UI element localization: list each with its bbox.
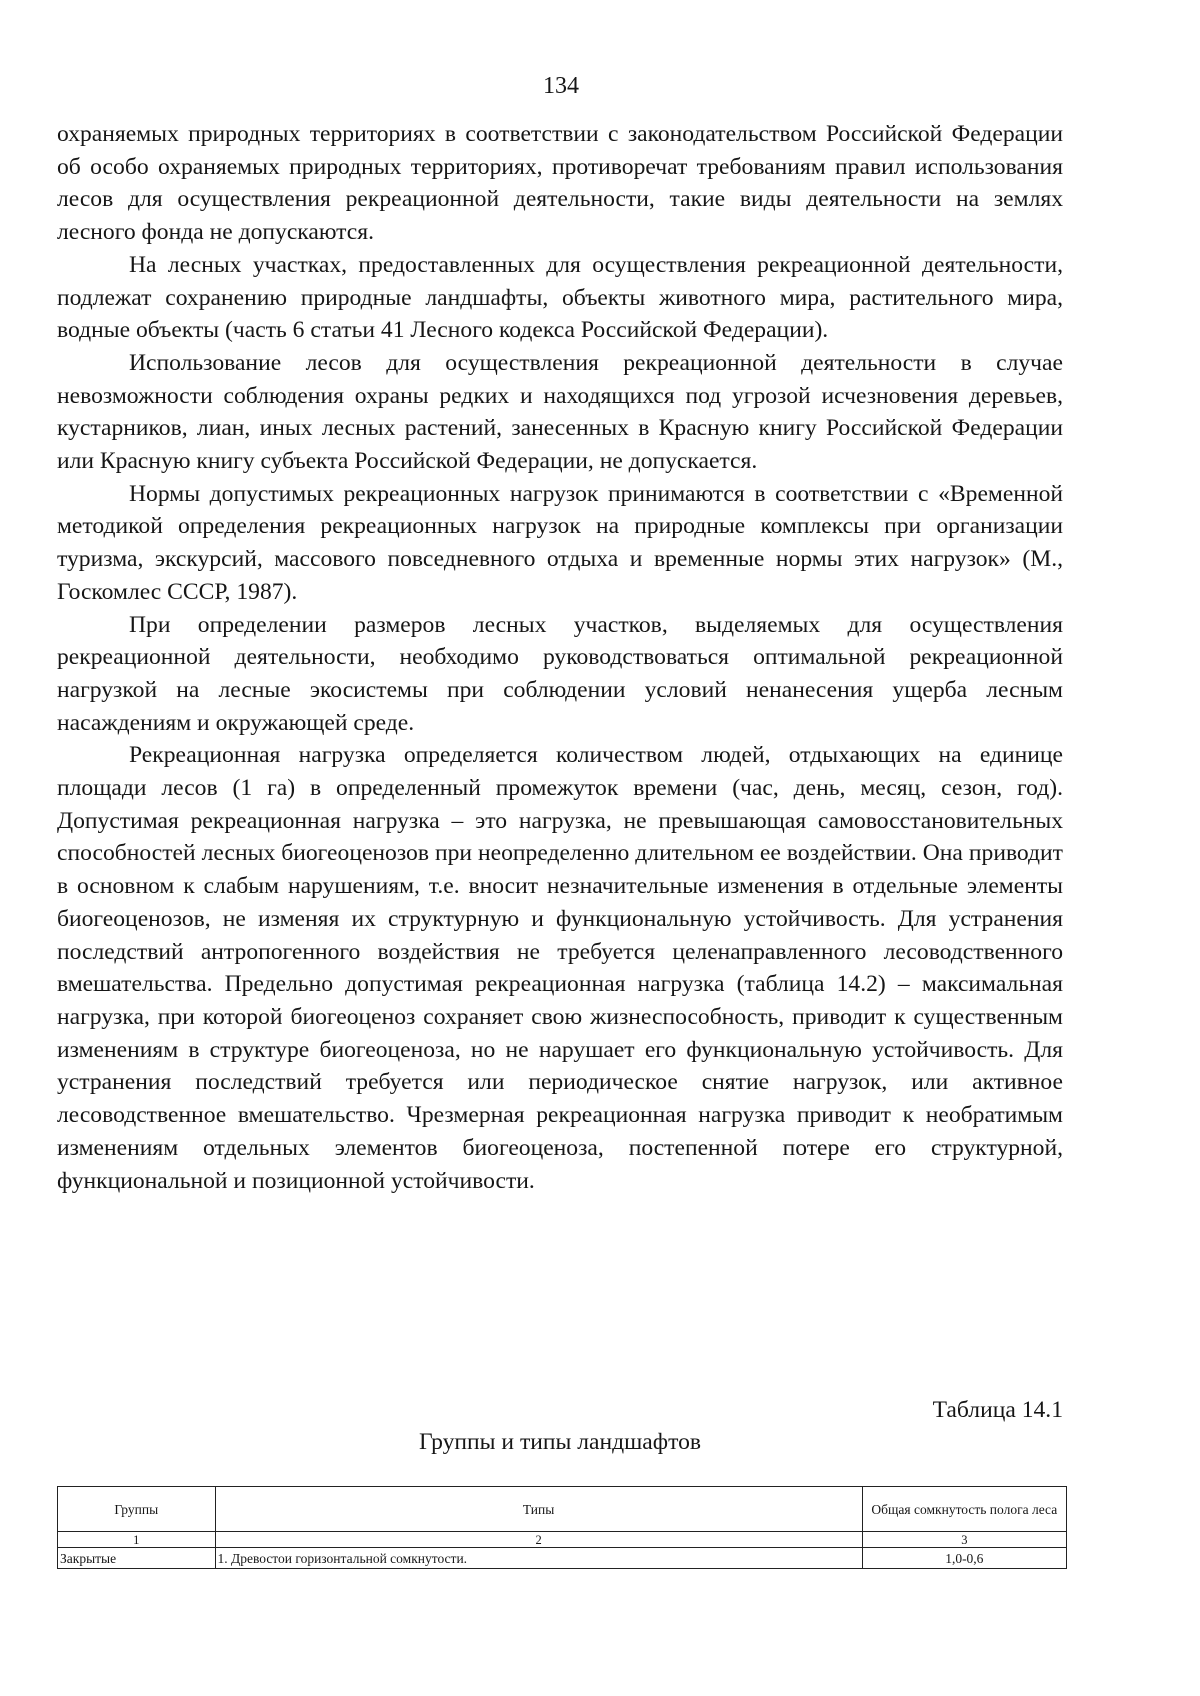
- table-cell-closure: 1,0-0,6: [862, 1548, 1066, 1569]
- paragraph: На лесных участках, предоставленных для осуществления рекреационной деятельности, подлежат сохранению природные ландшафты, объекты животного мира, растительного мира, водные объекты (часть 6 статьи 41 Лесного кодекса Российской Федерации).: [57, 251, 1063, 344]
- header-canopy-closure: Общая сомкнутость полога леса: [862, 1487, 1066, 1532]
- landscape-table: [57, 1486, 1067, 1569]
- column-number: 3: [862, 1532, 1066, 1548]
- paragraph: Использование лесов для осуществления рекреационной деятельности в случае невозможности соблюдения охраны редких и находящихся под угрозой исчезновения деревьев, кустарников, лиан, иных лесных растений, занесенных в Красную книгу Российской Федерации или Красную книгу субъекта Российской Федерации, не допускается.: [57, 349, 1063, 475]
- header-groups: Группы: [58, 1487, 216, 1532]
- header-types: Типы: [215, 1487, 862, 1532]
- table-column-numbers-row: [58, 1532, 1067, 1548]
- table-cell-group: Закрытые: [58, 1548, 216, 1569]
- column-number: 2: [215, 1532, 862, 1548]
- table-title: Группы и типы ландшафтов: [418, 1429, 702, 1455]
- table-header-row: [58, 1487, 1067, 1532]
- paragraph: Нормы допустимых рекреационных нагрузок принимаются в соответствии с «Временной методикой определения рекреационных нагрузок на природные комплексы при организации туризма, экскурсий, массового повседневного отдыха и временные нормы этих нагрузок» (М., Госкомлес СССР, 1987).: [57, 480, 1063, 605]
- table-row: [58, 1548, 1067, 1569]
- body-text: [57, 118, 1063, 1197]
- paragraph: Рекреационная нагрузка определяется количеством людей, отдыхающих на единице площади лесов (1 га) в определенный промежуток времени (час, день, месяц, сезон, год). Допустимая рекреационная нагрузка – это нагрузка, не превышающая самовосстановительных способностей лесных биогеоценозов при неопределенно длительном ее воздействии. Она приводит в основном к слабым нарушениям, т.е. вносит незначительные изменения в отдельные элементы биогеоценозов, не изменяя их структурную и функциональную устойчивость. Для устранения последствий антропогенного воздействия не требуется целенаправленного лесоводственного вмешательства. Предельно допустимая рекреационная нагрузка (таблица 14.2) – максимальная нагрузка, при которой биогеоценоз сохраняет свою жизнеспособность, приводит к существенным изменениям в структуре биогеоценоза, но не нарушает его функциональную устойчивость. Для устранения последствий требуется или периодическое снятие нагрузок, или активное лесоводственное вмешательство. Чрезмерная рекреационная нагрузка приводит к необратимым изменениям отдельных элементов биогеоценоза, постепенной потере его структурной, функциональной и позиционной устойчивости.: [57, 742, 1063, 1194]
- table-cell-type: 1. Древостои горизонтальной сомкнутости.: [215, 1548, 862, 1569]
- column-number: 1: [58, 1532, 216, 1548]
- paragraph: охраняемых природных территориях в соответствии с законодательством Российской Федерации об особо охраняемых природных территориях, противоречат требованиям правил использования лесов для осуществления рекреационной деятельности, такие виды деятельности на землях лесного фонда не допускаются.: [57, 121, 1063, 246]
- table-number-label: Таблица 14.1: [932, 1397, 1063, 1423]
- page-number: 134: [543, 73, 579, 99]
- paragraph: При определении размеров лесных участков, выделяемых для осуществления рекреационной деятельности, необходимо руководствоваться оптимальной рекреационной нагрузкой на лесные экосистемы при соблюдении условий ненанесения ущерба лесным насаждениям и окружающей среде.: [57, 611, 1063, 736]
